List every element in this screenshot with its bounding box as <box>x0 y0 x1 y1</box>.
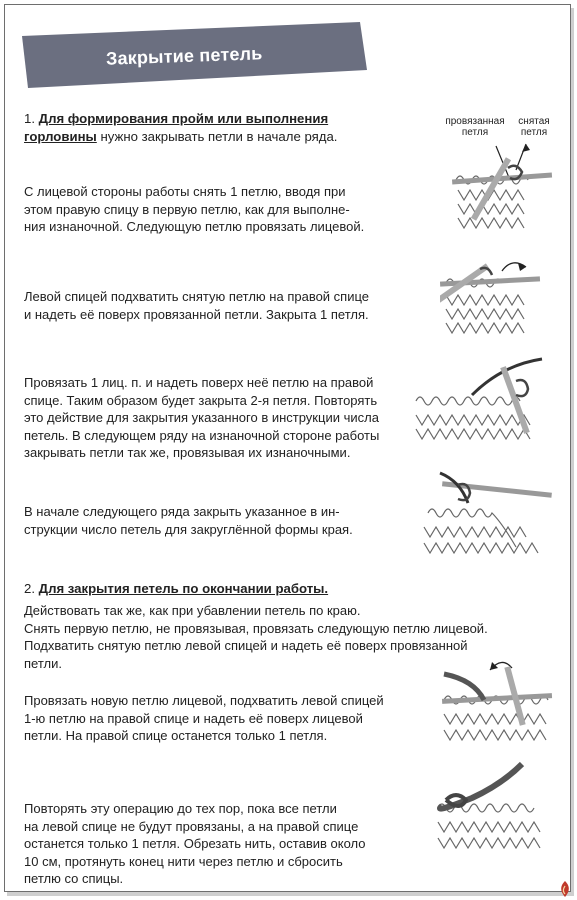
section1-step-4: В начале следующего ряда закрыть указанное в ин- струкции число петель для закруглённой формы края. <box>24 504 353 537</box>
section2-number: 2. <box>24 581 35 596</box>
section2-heading-bold: Для закрытия петель по окончании работы. <box>38 581 329 596</box>
knitting-diagram-icon <box>448 140 558 240</box>
section2-intro: Действовать так же, как при убавлении петель по краю. Снять первую петлю, не провязывая, провязать следующую петлю лицевой. Подхватить снятую петлю левой спицей и надеть её поверх провязанной петли. <box>24 603 488 671</box>
section1-step-2: Левой спицей подхватить снятую петлю на правой спице и надеть её поверх провязанной петли. Закрыта 1 петля. <box>24 289 370 322</box>
logo-icon <box>557 880 573 898</box>
section1-step-3: Провязать 1 лиц. п. и надеть поверх неё петлю на правой спице. Таким образом будет закрыта 2-я петля. Повторять это действие для закрытия указанного в инструкции числа петель. В следующем ряду на изнаночной стороне работы закрывать петли так же, провязывая их изнаночными. <box>24 375 380 460</box>
section2-step-1: Провязать новую петлю лицевой, подхватить левой спицей 1-ю петлю на правой спице и надеть её поверх лицевой петли. На правой спице останется только 1 петля. <box>24 693 384 743</box>
knitting-diagram-icon <box>412 355 557 455</box>
knitting-diagram-icon <box>418 465 558 570</box>
section1-step-1: С лицевой стороны работы снять 1 петлю, вводя при этом правую спицу в первую петлю, как для выполне- ния изнаночной. Следующую петлю провязать лицевой. <box>24 184 365 234</box>
label-knitted-loop: провязанная петля <box>445 116 505 138</box>
section1-heading-bold: Для формирования пройм или выполнения горловины <box>24 111 329 144</box>
section2-heading <box>24 580 424 598</box>
page-title: Закрытие петель <box>105 43 263 69</box>
label-slipped-loop: снятая петля <box>518 116 550 138</box>
knitting-diagram-icon <box>440 245 550 340</box>
section1-heading <box>24 110 404 145</box>
section1-number: 1. <box>24 111 35 126</box>
knitting-diagram-icon <box>440 656 555 756</box>
title-banner <box>22 22 367 88</box>
section1-heading-rest: нужно закрывать петли в начале ряда. <box>96 128 338 144</box>
section2-step-2: Повторять эту операцию до тех пор, пока все петли на левой спице не будут провязаны, а на правой спице останется только 1 петля. Обрезать нить, оставив около 10 см, протянуть конец нити через петлю и сбросить петлю со спицы. <box>24 801 366 886</box>
knitting-diagram-icon <box>432 760 557 870</box>
